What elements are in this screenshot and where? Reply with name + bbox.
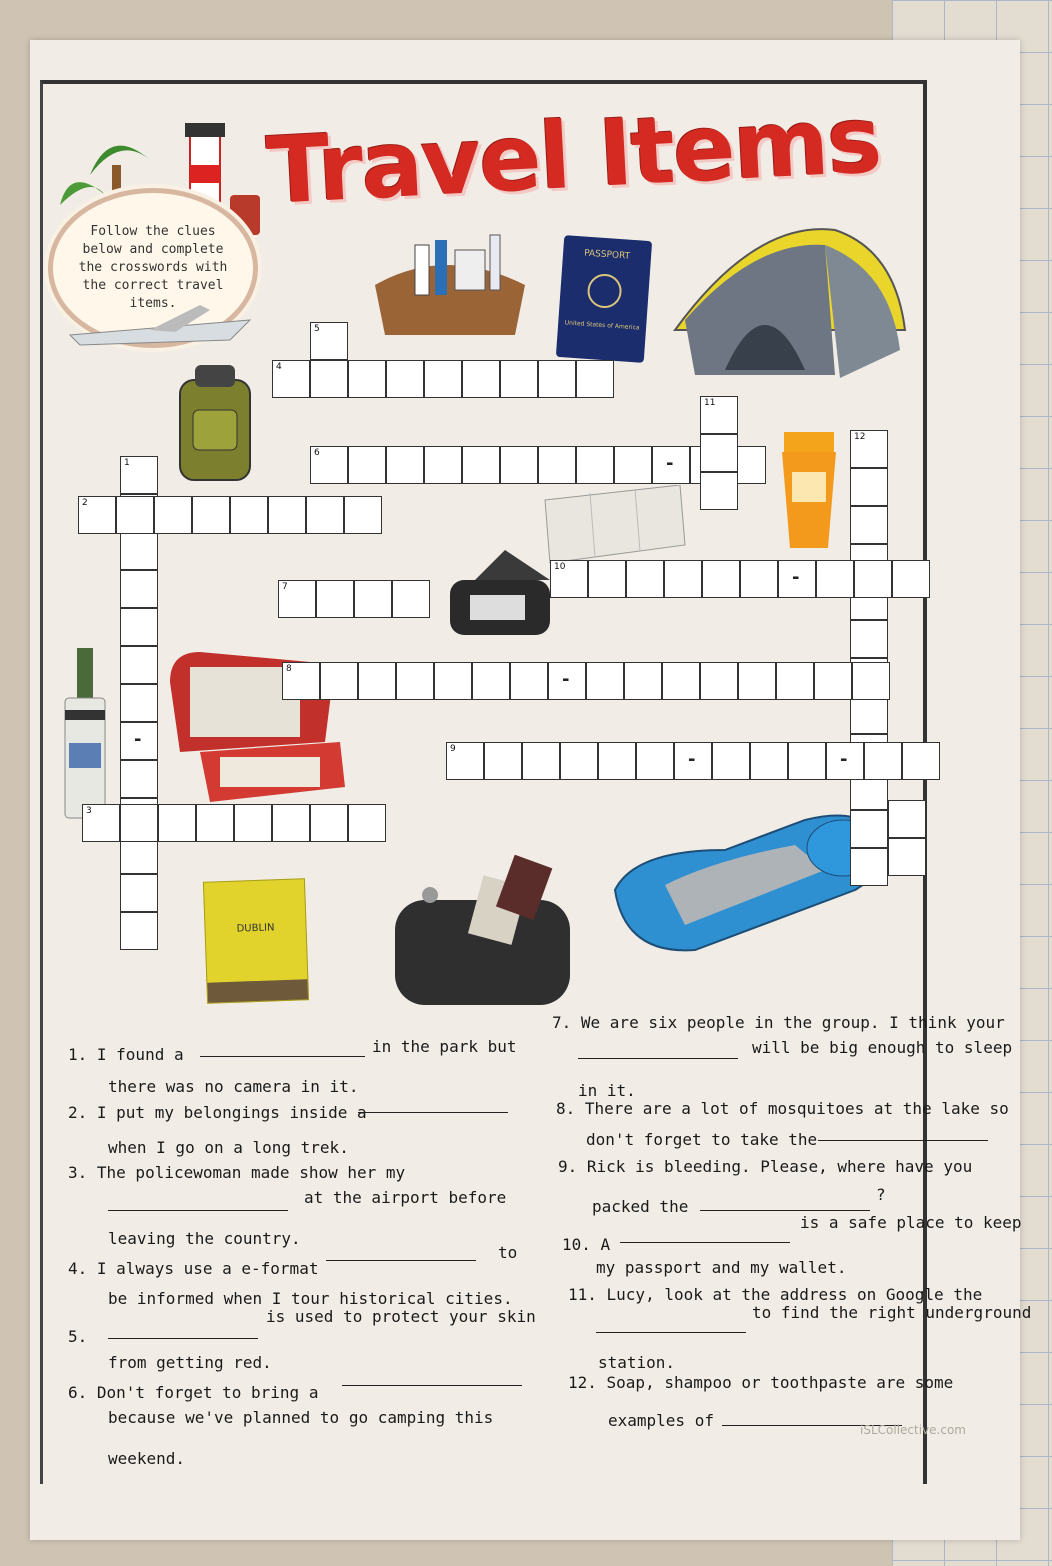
crossword-cell[interactable] bbox=[434, 662, 472, 700]
clue-number: 4 bbox=[276, 362, 282, 372]
crossword-cell[interactable] bbox=[888, 838, 926, 876]
crossword-cell[interactable] bbox=[310, 322, 348, 360]
crossword-cell[interactable] bbox=[282, 662, 320, 700]
crossword-cell[interactable] bbox=[424, 446, 462, 484]
crossword-cell[interactable] bbox=[472, 662, 510, 700]
clue-1: 1. I found a bbox=[68, 1045, 184, 1064]
passport-illustration bbox=[556, 235, 652, 363]
crossword-cell[interactable] bbox=[538, 446, 576, 484]
crossword-cell[interactable] bbox=[320, 662, 358, 700]
instructions-text: Follow the clues below and complete the crosswords with the correct travel items. bbox=[78, 224, 228, 311]
answer-blank-2[interactable] bbox=[358, 1112, 508, 1113]
answer-blank-1[interactable] bbox=[200, 1056, 365, 1057]
travel-pouch-illustration bbox=[390, 855, 575, 1015]
crossword-cell[interactable] bbox=[700, 472, 738, 510]
crossword-cell[interactable] bbox=[120, 456, 158, 494]
answer-blank-7[interactable] bbox=[578, 1058, 738, 1059]
clue-11: 11. Lucy, look at the address on Google the bbox=[568, 1285, 983, 1304]
sunscreen-illustration bbox=[778, 432, 840, 552]
crossword-cell[interactable] bbox=[120, 912, 158, 950]
crossword-cell[interactable] bbox=[850, 468, 888, 506]
crossword-cell[interactable] bbox=[652, 446, 690, 484]
crossword-cell[interactable] bbox=[738, 662, 776, 700]
answer-blank-5[interactable] bbox=[108, 1338, 258, 1339]
crossword-cell[interactable] bbox=[588, 560, 626, 598]
crossword-cell[interactable] bbox=[852, 662, 890, 700]
watermark: iSLCollective.com bbox=[860, 1423, 966, 1437]
crossword-cell[interactable] bbox=[78, 496, 116, 534]
crossword-cell[interactable] bbox=[662, 662, 700, 700]
crossword-cell[interactable] bbox=[854, 560, 892, 598]
crossword-cell[interactable] bbox=[310, 446, 348, 484]
crossword-cell[interactable] bbox=[120, 608, 158, 646]
clue-number: 6 bbox=[314, 448, 320, 458]
crossword-cell[interactable] bbox=[358, 662, 396, 700]
backpack-illustration bbox=[165, 360, 265, 490]
crossword-cell[interactable] bbox=[354, 580, 392, 618]
crossword-cell[interactable] bbox=[348, 446, 386, 484]
crossword-cell[interactable] bbox=[344, 496, 382, 534]
crossword-cell[interactable] bbox=[348, 360, 386, 398]
crossword-cell[interactable] bbox=[674, 742, 712, 780]
crossword-cell[interactable] bbox=[750, 742, 788, 780]
hyphen-mark: - bbox=[562, 669, 570, 690]
clue-7: 7. We are six people in the group. I think your bbox=[552, 1013, 1005, 1032]
crossword-cell[interactable] bbox=[120, 684, 158, 722]
tent-illustration bbox=[665, 210, 915, 390]
crossword-cell[interactable] bbox=[306, 496, 344, 534]
answer-blank-4[interactable] bbox=[326, 1260, 476, 1261]
crossword-cell[interactable] bbox=[310, 360, 348, 398]
crossword-cell[interactable] bbox=[278, 580, 316, 618]
crossword-cell[interactable] bbox=[510, 662, 548, 700]
crossword-cell[interactable] bbox=[902, 742, 940, 780]
clue-10: 10. A bbox=[562, 1235, 611, 1254]
crossword-cell[interactable] bbox=[740, 560, 778, 598]
crossword-cell[interactable] bbox=[196, 804, 234, 842]
crossword-cell[interactable] bbox=[538, 360, 576, 398]
crossword-cell[interactable] bbox=[158, 804, 196, 842]
passport-label: PASSPORT bbox=[583, 248, 631, 262]
hyphen-mark: - bbox=[666, 453, 674, 474]
crossword-cell[interactable] bbox=[788, 742, 826, 780]
crossword-cell[interactable] bbox=[664, 560, 702, 598]
hyphen-mark: - bbox=[840, 749, 848, 770]
crossword-cell[interactable] bbox=[234, 804, 272, 842]
crossword-cell[interactable] bbox=[850, 848, 888, 886]
passport-country: United States of America bbox=[564, 319, 640, 332]
page-title: Travel Items bbox=[264, 86, 883, 225]
crossword-cell[interactable] bbox=[892, 560, 930, 598]
crossword-cell[interactable] bbox=[120, 722, 158, 760]
crossword-cell[interactable] bbox=[230, 496, 268, 534]
hyphen-mark: - bbox=[792, 567, 800, 588]
crossword-cell[interactable] bbox=[550, 560, 588, 598]
guidebook-title: DUBLIN bbox=[236, 922, 275, 935]
clue-number: 10 bbox=[554, 562, 566, 572]
clue-number: 5 bbox=[314, 324, 320, 334]
crossword-cell[interactable] bbox=[116, 496, 154, 534]
answer-blank-3[interactable] bbox=[108, 1210, 288, 1211]
crossword-cell[interactable] bbox=[484, 742, 522, 780]
crossword-cell[interactable] bbox=[500, 360, 538, 398]
answer-blank-8[interactable] bbox=[818, 1140, 988, 1141]
crossword-cell[interactable] bbox=[272, 804, 310, 842]
crossword-cell[interactable] bbox=[576, 360, 614, 398]
passport-seal-icon bbox=[586, 273, 622, 309]
crossword-cell[interactable] bbox=[850, 810, 888, 848]
crossword-cell[interactable] bbox=[500, 446, 538, 484]
crossword-cell[interactable] bbox=[624, 662, 662, 700]
clue-number: 3 bbox=[86, 806, 92, 816]
airplane-illustration bbox=[60, 300, 260, 360]
clue-number: 12 bbox=[854, 432, 866, 442]
crossword-cell[interactable] bbox=[310, 804, 348, 842]
clue-number: 8 bbox=[286, 664, 292, 674]
crossword-cell[interactable] bbox=[826, 742, 864, 780]
crossword-cell[interactable] bbox=[120, 760, 158, 798]
crossword-cell[interactable] bbox=[446, 742, 484, 780]
crossword-cell[interactable] bbox=[386, 360, 424, 398]
crossword-cell[interactable] bbox=[192, 496, 230, 534]
crossword-cell[interactable] bbox=[850, 696, 888, 734]
crossword-cell[interactable] bbox=[816, 560, 854, 598]
crossword-cell[interactable] bbox=[850, 506, 888, 544]
crossword-cell[interactable] bbox=[586, 662, 624, 700]
crossword-cell[interactable] bbox=[462, 446, 500, 484]
money-belt-case-illustration bbox=[445, 550, 555, 640]
toiletry-bag-illustration bbox=[355, 225, 535, 345]
map-illustration bbox=[540, 485, 690, 565]
crossword-cell[interactable] bbox=[120, 532, 158, 570]
crossword-cell[interactable] bbox=[522, 742, 560, 780]
hyphen-mark: - bbox=[688, 749, 696, 770]
crossword-cell[interactable] bbox=[548, 662, 586, 700]
crossword-cell[interactable] bbox=[424, 360, 462, 398]
clue-number: 7 bbox=[282, 582, 288, 592]
clue-4: 4. I always use a e-format bbox=[68, 1259, 319, 1278]
crossword-cell[interactable] bbox=[396, 662, 434, 700]
answer-blank-11[interactable] bbox=[596, 1332, 746, 1333]
crossword-cell[interactable] bbox=[864, 742, 902, 780]
clue-3: 3. The policewoman made show her my bbox=[68, 1163, 406, 1182]
crossword-cell[interactable] bbox=[636, 742, 674, 780]
crossword-cell[interactable] bbox=[700, 662, 738, 700]
answer-blank-10[interactable] bbox=[620, 1242, 790, 1243]
hyphen-mark: - bbox=[134, 729, 142, 750]
clue-number: 9 bbox=[450, 744, 456, 754]
crossword-cell[interactable] bbox=[120, 874, 158, 912]
crossword-cell[interactable] bbox=[850, 430, 888, 468]
insect-repellent-spray-illustration bbox=[55, 648, 115, 823]
crossword-cell[interactable] bbox=[614, 446, 652, 484]
clue-5: 5. bbox=[68, 1327, 88, 1346]
crossword-cell[interactable] bbox=[268, 496, 306, 534]
clue-6: 6. Don't forget to bring a bbox=[68, 1383, 319, 1402]
guidebook-illustration bbox=[203, 878, 309, 1003]
crossword-cell[interactable] bbox=[154, 496, 192, 534]
crossword-cell[interactable] bbox=[82, 804, 120, 842]
crossword-cell[interactable] bbox=[700, 434, 738, 472]
crossword-cell[interactable] bbox=[386, 446, 424, 484]
crossword-cell[interactable] bbox=[392, 580, 430, 618]
clue-number: 2 bbox=[82, 498, 88, 508]
crossword-cell[interactable] bbox=[120, 646, 158, 684]
crossword-cell[interactable] bbox=[702, 560, 740, 598]
crossword-cell[interactable] bbox=[560, 742, 598, 780]
clue-2: 2. I put my belongings inside a bbox=[68, 1103, 367, 1122]
crossword-cell[interactable] bbox=[888, 800, 926, 838]
crossword-cell[interactable] bbox=[576, 446, 614, 484]
crossword-cell[interactable] bbox=[120, 804, 158, 842]
clue-9: 9. Rick is bleeding. Please, where have you bbox=[558, 1157, 973, 1176]
crossword-cell[interactable] bbox=[776, 662, 814, 700]
crossword-cell[interactable] bbox=[598, 742, 636, 780]
crossword-cell[interactable] bbox=[814, 662, 852, 700]
crossword-cell[interactable] bbox=[626, 560, 664, 598]
sleeping-bag-illustration bbox=[605, 800, 890, 960]
crossword-cell[interactable] bbox=[462, 360, 500, 398]
crossword-cell[interactable] bbox=[712, 742, 750, 780]
clue-12: 12. Soap, shampoo or toothpaste are some bbox=[568, 1373, 954, 1392]
clue-8: 8. There are a lot of mosquitoes at the lake so bbox=[556, 1099, 1009, 1118]
crossword-cell[interactable] bbox=[778, 560, 816, 598]
crossword-cell[interactable] bbox=[700, 396, 738, 434]
clue-number: 11 bbox=[704, 398, 716, 408]
answer-blank-6[interactable] bbox=[342, 1385, 522, 1386]
crossword-cell[interactable] bbox=[348, 804, 386, 842]
crossword-cell[interactable] bbox=[272, 360, 310, 398]
clue-number: 1 bbox=[124, 458, 130, 468]
crossword-cell[interactable] bbox=[120, 570, 158, 608]
crossword-cell[interactable] bbox=[316, 580, 354, 618]
crossword-cell[interactable] bbox=[850, 620, 888, 658]
